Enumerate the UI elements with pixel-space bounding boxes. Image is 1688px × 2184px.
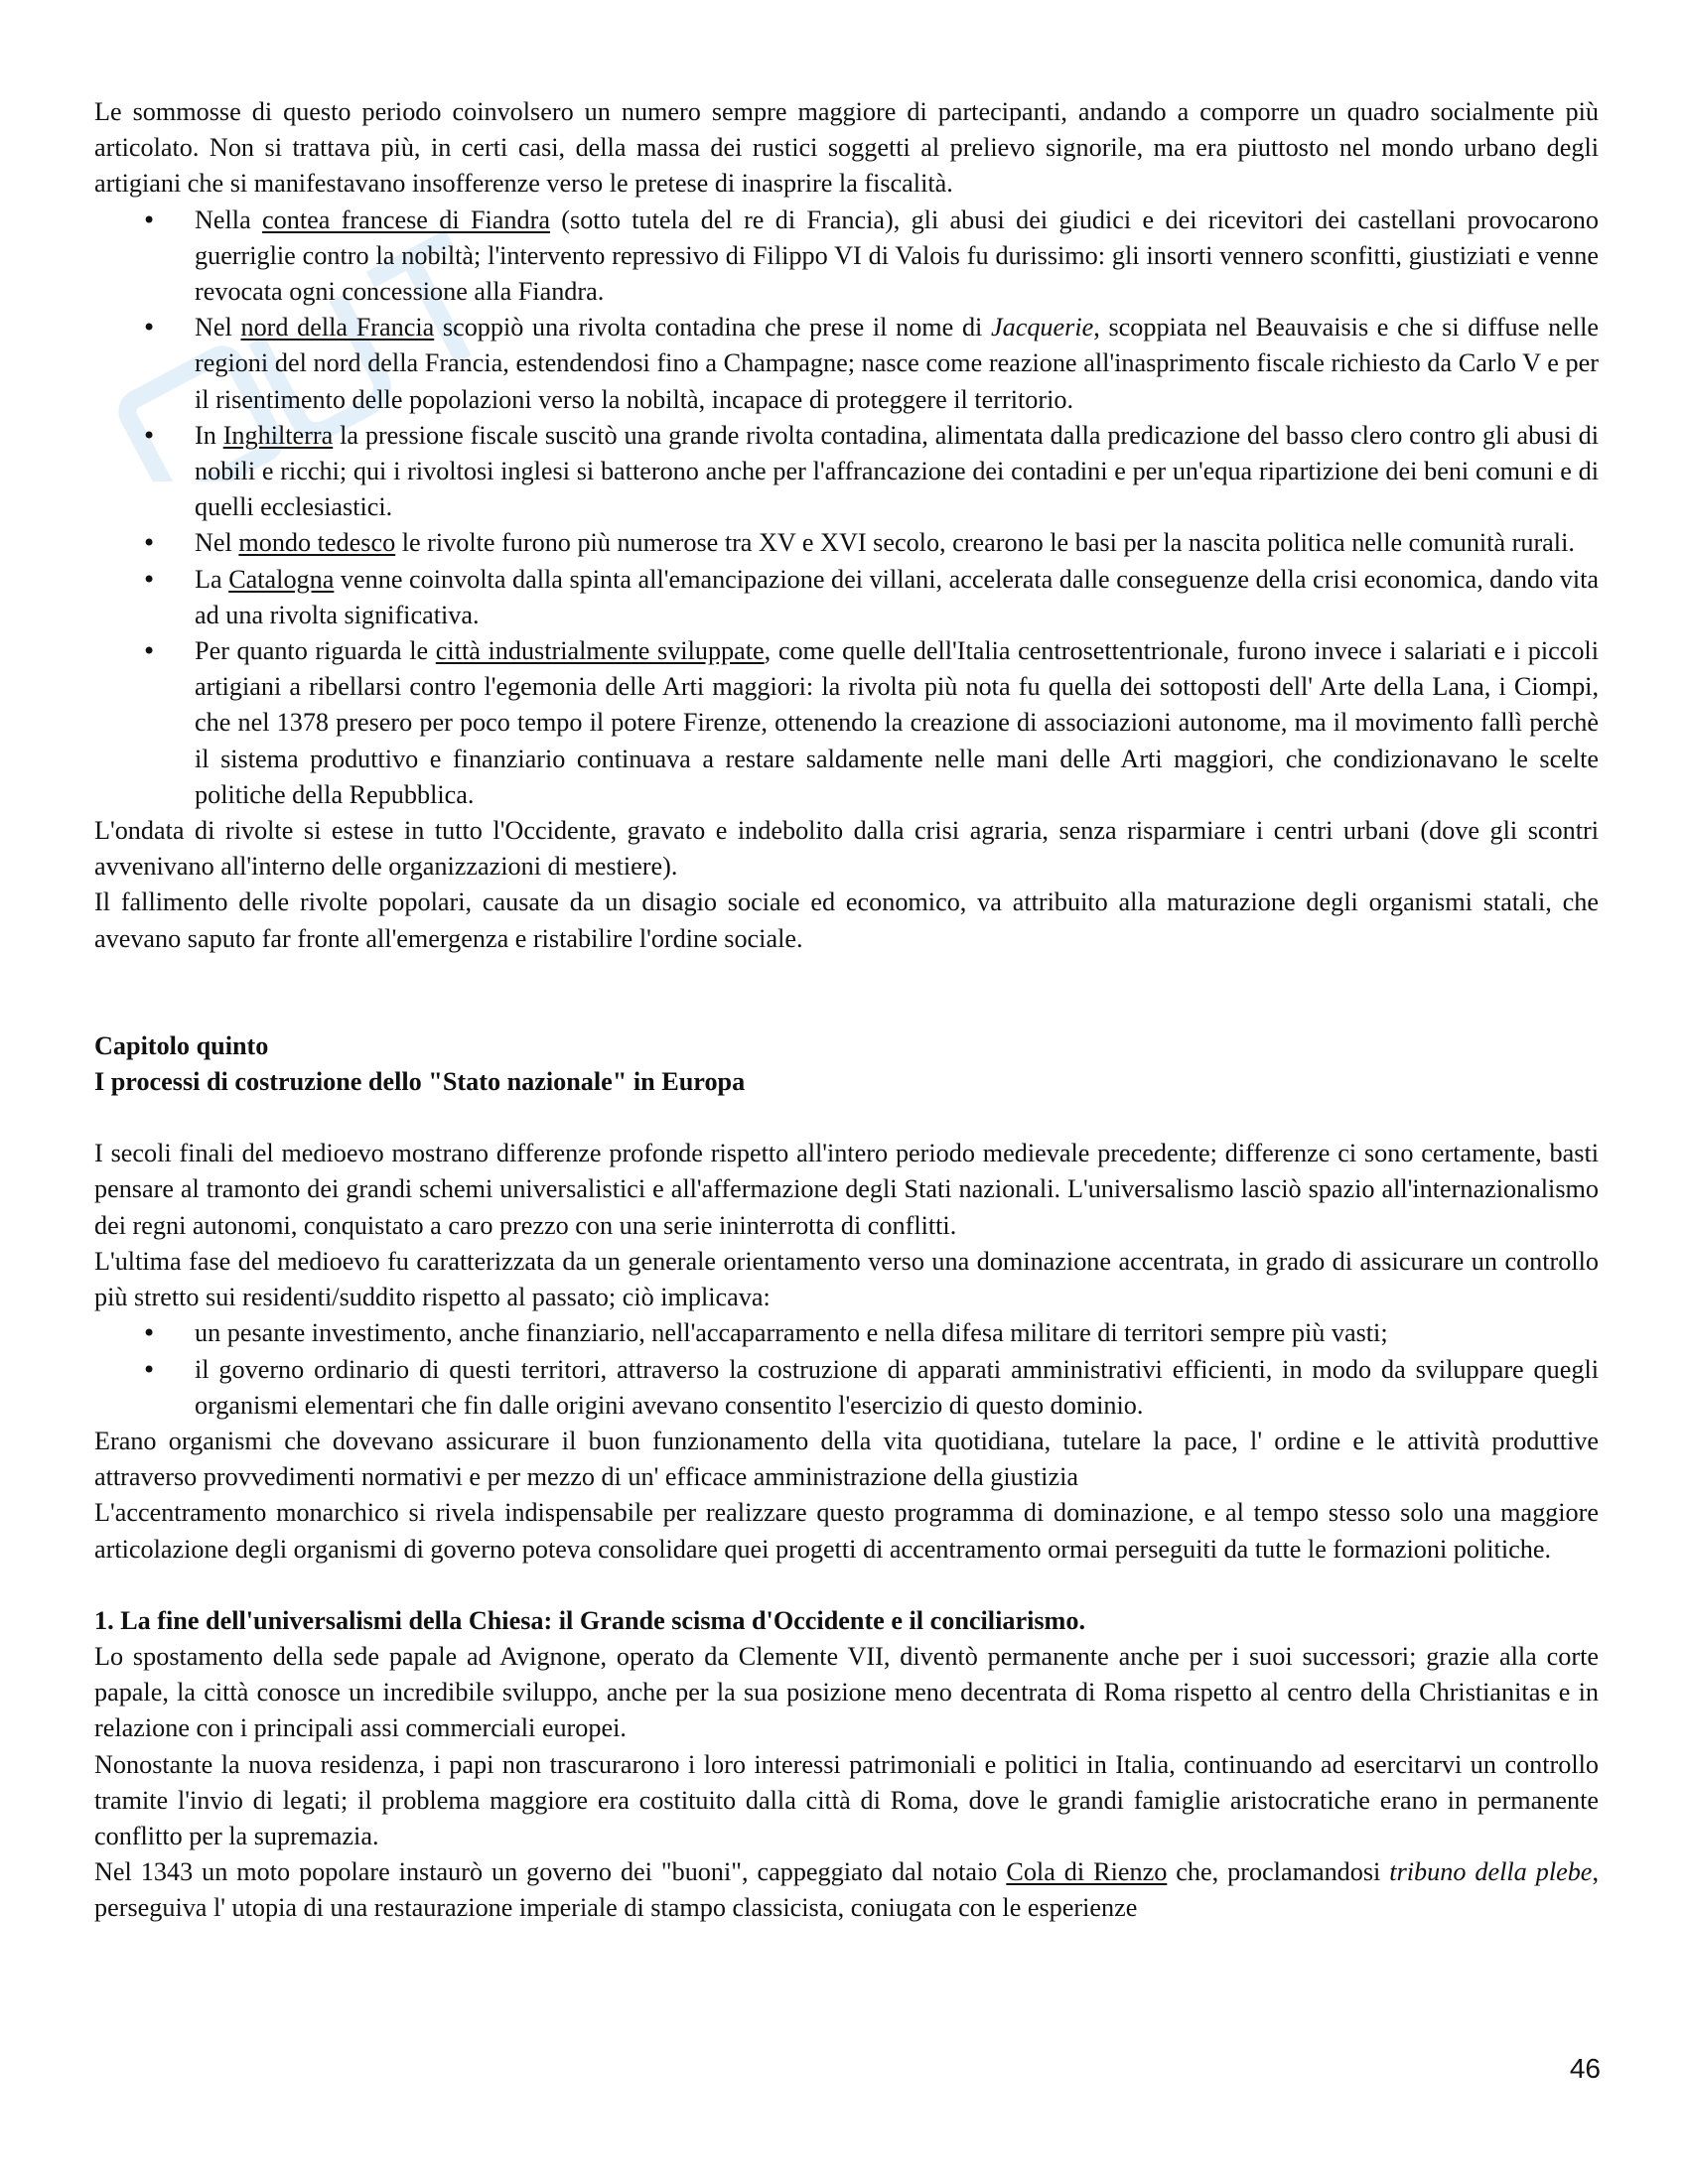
list-item: • Nel nord della Francia scoppiò una rivolta contadina che prese il nome di Jacquerie, scoppiata nel Beauvaisis e che si diffuse nelle regioni del nord della Francia, estendendosi fino a Champagne; nasce come reazione all'inasprimento fiscale richiesto da Carlo V e per il risentimento delle popolazioni verso la nobiltà, incapace di proteggere il territorio. [195,310,1599,418]
list-item: • il governo ordinario di questi territori, attraverso la costruzione di apparati amministrativi efficienti, in modo da sviluppare quegli organismi elementari che fin dalle origini avevano consentito l'esercizio di questo dominio. [195,1352,1599,1424]
chapter-title: I processi di costruzione dello "Stato nazionale" in Europa [94,1067,746,1097]
wave-paragraph: L'ondata di rivolte si estese in tutto l'Occidente, gravato e indebolito dalla crisi agraria, senza risparmiare i centri urbani (dove gli scontri avvenivano all'interno delle organizzazioni di mestiere). [94,816,1599,882]
chapter-label: Capitolo quinto [94,1030,269,1060]
list-item: • un pesante investimento, anche finanziario, nell'accaparramento e nella difesa militare di territori sempre più vasti; [195,1315,1599,1351]
italic-term: tribuno della plebe [1389,1857,1593,1887]
intro-paragraph: Le sommosse di questo periodo coinvolsero un numero sempre maggiore di partecipanti, andando a comporre un quadro socialmente più articolato. Non si trattava più, in certi casi, della massa dei rustici soggetti al prelievo signorile, ma era piuttosto nel mondo urbano degli artigiani che si manifestavano insofferenze verso le pretese di inasprire la fiscalità. [94,97,1599,199]
revolts-list [94,203,1599,813]
list-item: • Per quanto riguarda le città industrialmente sviluppate, come quelle dell'Italia centrosettentrionale, furono invece i salariati e i piccoli artigiani a ribellarsi contro l'egemonia delle Arti maggiori: la rivolta più nota fu quella dei sottoposti dell' Arte della Lana, i Ciompi, che nel 1378 presero per poco tempo il potere Firenze, ottenendo la creazione di associazioni autonome, ma il movimento fallì perchè il sistema produttivo e finanziario continuava a restare saldamente nelle mani delle Arti maggiori, che condizionavano le scelte politiche della Repubblica. [195,633,1599,813]
underlined-term: Catalogna [228,564,335,594]
implications-list [94,1315,1599,1424]
section-paragraph: Nel 1343 un moto popolare instaurò un governo dei "buoni", cappeggiato dal notaio Cola di Rienzo che, proclamandosi tribuno della plebe, perseguiva l' utopia di una restaurazione imperiale di stampo classicista, coniugata con le esperienze [94,1857,1599,1923]
page-number: 46 [1569,2053,1601,2084]
list-item: • Nel mondo tedesco le rivolte furono più numerose tra XV e XVI secolo, crearono le basi per la nascita politica nelle comunità rurali. [195,525,1599,561]
underlined-term: Inghilterra [222,420,334,450]
last-phase-paragraph: L'ultima fase del medioevo fu caratterizzata da un generale orientamento verso una dominazione accentrata, in grado di assicurare un controllo più stretto sui residenti/suddito rispetto al passato; ciò implicava: [94,1246,1599,1312]
list-item: • In Inghilterra la pressione fiscale suscitò una grande rivolta contadina, alimentata dalla predicazione del basso clero contro gli abusi di nobili e ricchi; qui i rivoltosi inglesi si batterono anche per l'affrancazione dei contadini e per un'equa ripartizione dei beni comuni e di quelli ecclesiastici. [195,418,1599,526]
page-content [94,94,1599,1927]
chapter-intro-paragraph: I secoli finali del medioevo mostrano differenze profonde rispetto all'intero periodo medievale precedente; differenze ci sono certamente, basti pensare al tramonto dei grandi schemi universalistici e all'affermazione degli Stati nazionali. L'universalismo lasciò spazio all'internazionalismo dei regni autonomi, conquistato a caro prezzo con una serie ininterrotta di conflitti. [94,1139,1599,1240]
section-paragraph: Nonostante la nuova residenza, i papi non trascurarono i loro interessi patrimoniali e politici in Italia, continuando ad esercitarvi un controllo tramite l'invio di legati; il problema maggiore era costituito dalla città di Roma, dove le grandi famiglie aristocratiche erano in permanente conflitto per la supremazia. [94,1749,1599,1850]
italic-term: Jacquerie [991,313,1094,342]
centralization-paragraph: L'accentramento monarchico si rivela indispensabile per realizzare questo programma di dominazione, e al tempo stesso solo una maggiore articolazione degli organismi di governo poteva consolidare quei progetti di accentramento ormai perseguiti da tutte le formazioni politiche. [94,1498,1599,1564]
underlined-term: nord della Francia [240,313,435,342]
underlined-term: città industrialmente sviluppate [435,636,765,666]
underlined-term: mondo tedesco [238,528,396,558]
list-item: • La Catalogna venne coinvolta dalla spinta all'emancipazione dei villani, accelerata dalle conseguenze della crisi economica, dando vita ad una rivolta significativa. [195,562,1599,633]
underlined-term: Cola di Rienzo [1006,1857,1168,1887]
list-item: • Nella contea francese di Fiandra (sotto tutela del re di Francia), gli abusi dei giudici e dei ricevitori dei castellani provocarono guerriglie contro la nobiltà; l'intervento repressivo di Filippo VI di Valois fu durissimo: gli insorti vennero sconfitti, giustiziati e venne revocata ogni concessione alla Fiandra. [195,203,1599,311]
organisms-paragraph: Erano organismi che dovevano assicurare il buon funzionamento della vita quotidiana, tutelare la pace, l' ordine e le attività produttive attraverso provvedimenti normativi e per mezzo di un' efficace amministrazione della giustizia [94,1426,1599,1492]
failure-paragraph: Il fallimento delle rivolte popolari, causate da un disagio sociale ed economico, va attribuito alla maturazione degli organismi statali, che avevano saputo far fronte all'emergenza e ristabilire l'ordine sociale. [94,887,1599,953]
underlined-term: contea francese di Fiandra [262,205,550,234]
section-paragraph: Lo spostamento della sede papale ad Avignone, operato da Clemente VII, diventò permanente anche per i suoi successori; grazie alla corte papale, la città conosce un incredibile sviluppo, anche per la sua posizione meno decentrata di Roma rispetto al centro della Christianitas e in relazione con i principali assi commerciali europei. [94,1641,1599,1743]
section-heading: 1. La fine dell'universalismi della Chiesa: il Grande scisma d'Occidente e il conciliarismo. [94,1605,1085,1635]
